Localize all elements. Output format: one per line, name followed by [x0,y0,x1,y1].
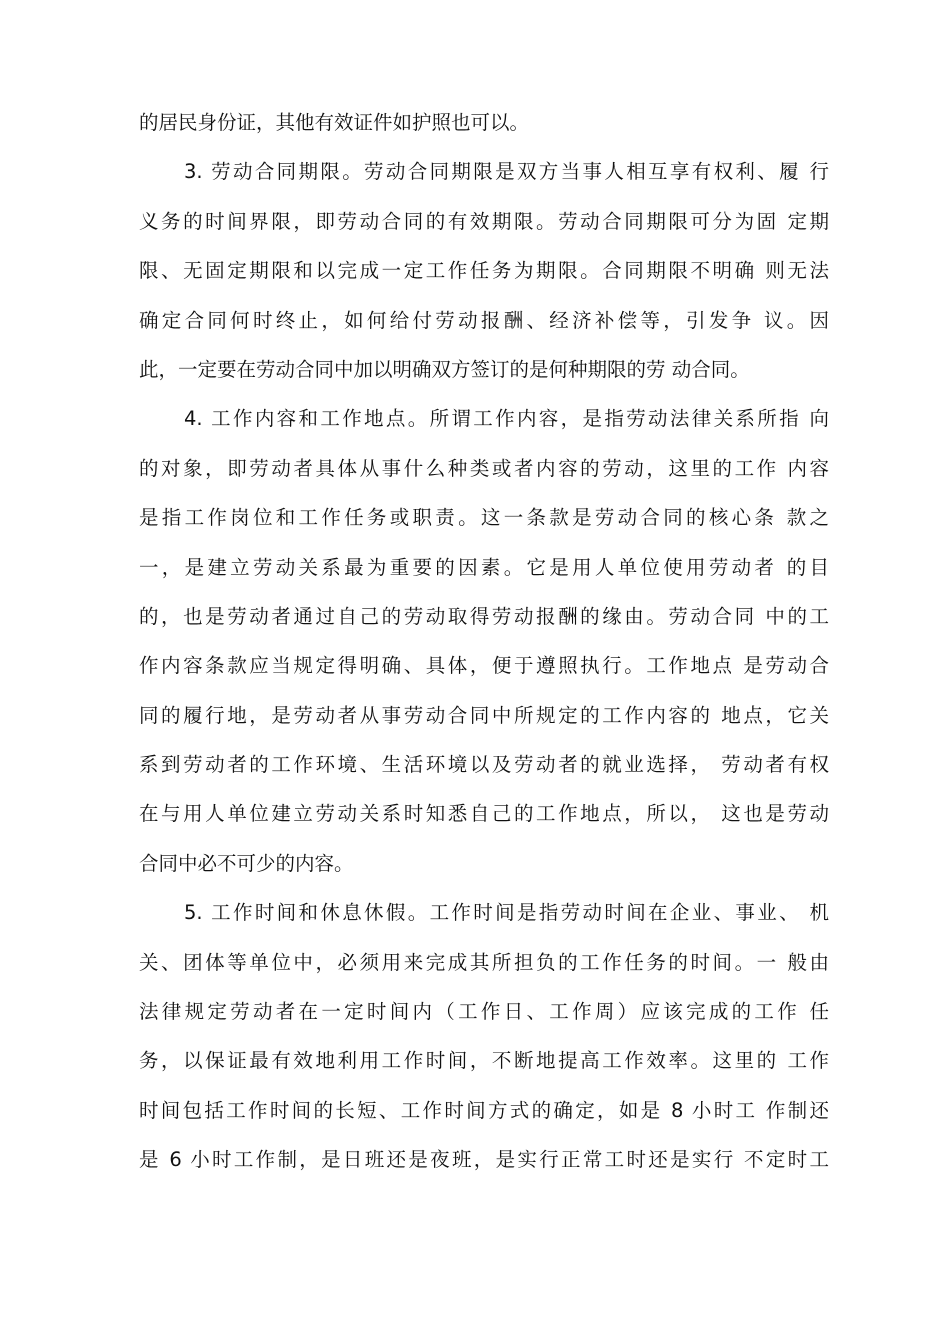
text-line: 4. 工作内容和工作地点。所谓工作内容，是指劳动法律关系所指 向 [184,407,829,431]
text-line: 时间包括工作时间的长短、工作时间方式的确定，如是 8 小时工 作制还 [139,1098,829,1122]
text-line: 作内容条款应当规定得明确、具体，便于遵照执行。工作地点 是劳动合 [139,654,829,678]
text-line: 的，也是劳动者通过自己的劳动取得劳动报酬的缘由。劳动合同 中的工 [139,604,829,628]
text-line: 在与用人单位建立劳动关系时知悉自己的工作地点，所以， 这也是劳动 [139,802,829,826]
text-line: 合同中必不可少的内容。 [139,851,354,875]
text-line: 一，是建立劳动关系最为重要的因素。它是用人单位使用劳动者 的目 [139,555,829,579]
text-line: 5. 工作时间和休息休假。工作时间是指劳动时间在企业、事业、 机 [184,901,829,925]
text-line: 的居民身份证，其他有效证件如护照也可以。 [139,111,530,134]
text-line: 同的履行地，是劳动者从事劳动合同中所规定的工作内容的 地点，它关 [139,703,829,727]
text-line: 此，一定要在劳动合同中加以明确双方签订的是何种期限的劳 动合同。 [139,357,750,381]
text-line: 法律规定劳动者在一定时间内（工作日、工作周）应该完成的工作 任 [139,1000,829,1024]
text-line: 是指工作岗位和工作任务或职责。这一条款是劳动合同的核心条 款之 [139,506,829,530]
text-line: 限、无固定期限和以完成一定工作任务为期限。合同期限不明确 则无法 [139,259,829,283]
document-body [139,103,829,1190]
text-line: 是 6 小时工作制，是日班还是夜班，是实行正常工时还是实行 不定时工 [139,1148,829,1172]
text-line: 义务的时间界限，即劳动合同的有效期限。劳动合同期限可分为固 定期 [139,209,829,233]
text-line: 系到劳动者的工作环境、生活环境以及劳动者的就业选择， 劳动者有权 [139,753,829,777]
text-line: 关、团体等单位中，必须用来完成其所担负的工作任务的时间。一 般由 [139,950,829,974]
text-line: 的对象，即劳动者具体从事什么种类或者内容的劳动，这里的工作 内容 [139,456,829,480]
text-line: 务，以保证最有效地利用工作时间，不断地提高工作效率。这里的 工作 [139,1049,829,1073]
text-line: 确定合同何时终止，如何给付劳动报酬、经济补偿等，引发争 议。因 [139,308,829,332]
text-line: 3. 劳动合同期限。劳动合同期限是双方当事人相互享有权利、履 行 [184,160,829,184]
